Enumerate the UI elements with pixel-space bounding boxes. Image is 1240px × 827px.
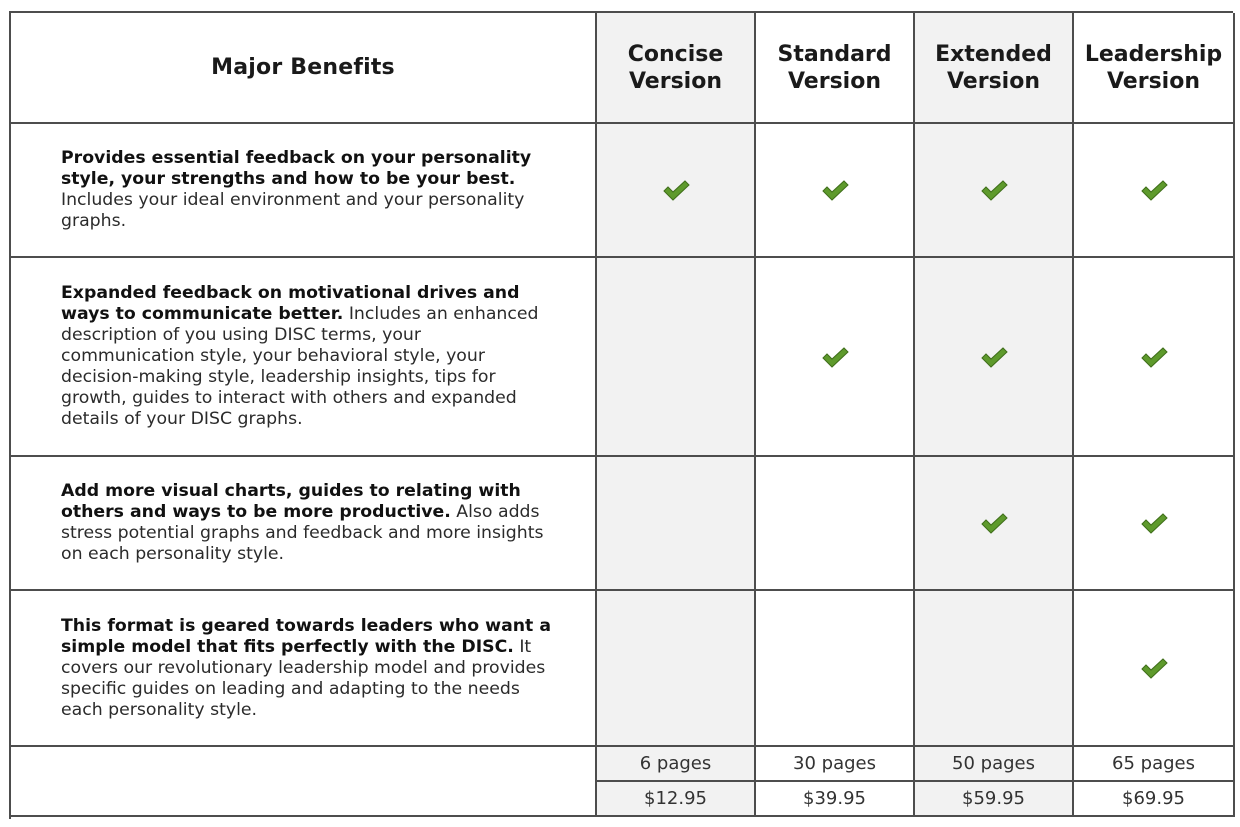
header-line: Concise (627, 41, 724, 67)
check-icon (980, 179, 1008, 201)
benefit-bold: Provides essential feedback on your personality style, your strengths and how to be your best. (61, 148, 532, 189)
check-icon (980, 512, 1008, 534)
check-icon (1140, 657, 1168, 679)
benefit-text: It covers our revolutionary leadership model and provides specific guides on leading and adapting to the needs each personality style. (61, 636, 546, 720)
benefit-text: Includes an enhanced description of you using DISC terms, your communication style, your behavioral style, your decision-making style, leadership insights, tips for growth, guides to interact with others and expanded details of your DISC graphs. (61, 304, 539, 429)
benefit-bold: This format is geared towards leaders who want a simple model that fits perfectly with the DISC. (61, 615, 551, 657)
pages-standard: 30 pages (756, 747, 915, 782)
check-cell (756, 457, 915, 591)
check-icon (1140, 179, 1168, 201)
price-concise: $12.95 (597, 782, 756, 817)
check-cell (756, 258, 915, 457)
benefit-bold: Expanded feedback on motivational drives and ways to communicate better. (61, 283, 520, 324)
check-cell (1074, 258, 1235, 457)
check-cell (597, 258, 756, 457)
benefit-bold: Add more visual charts, guides to relating with others and ways to be more productive. (61, 481, 521, 522)
check-icon (1140, 346, 1168, 368)
benefit-text: Includes your ideal environment and your personality graphs. (61, 190, 525, 231)
benefit-row-3 (11, 457, 597, 591)
header-line: Version (787, 68, 881, 94)
benefit-row-2 (11, 258, 597, 457)
comparison-table (9, 11, 1233, 819)
check-cell (1074, 124, 1235, 258)
check-cell (915, 258, 1074, 457)
header-major-benefits: Major Benefits (11, 13, 597, 124)
price-extended: $59.95 (915, 782, 1074, 817)
check-icon (980, 346, 1008, 368)
benefit-row-1 (11, 124, 597, 258)
header-concise-version (597, 13, 756, 124)
check-icon (1140, 512, 1168, 534)
pages-concise: 6 pages (597, 747, 756, 782)
price-leadership: $69.95 (1074, 782, 1235, 817)
header-line: Version (628, 68, 722, 94)
benefit-row-4 (11, 591, 597, 747)
header-standard-version (756, 13, 915, 124)
header-line: Standard (777, 41, 892, 67)
check-cell (756, 124, 915, 258)
check-icon (821, 179, 849, 201)
check-cell (915, 591, 1074, 747)
pages-leadership: 65 pages (1074, 747, 1235, 782)
check-cell (597, 124, 756, 258)
check-cell (1074, 457, 1235, 591)
check-icon (662, 179, 690, 201)
header-line: Version (1106, 68, 1200, 94)
pages-extended: 50 pages (915, 747, 1074, 782)
price-standard: $39.95 (756, 782, 915, 817)
check-icon (821, 346, 849, 368)
benefit-text: Also adds stress potential graphs and feedback and more insights on each personality style. (61, 502, 544, 564)
header-line: Extended (935, 41, 1052, 67)
check-cell (915, 457, 1074, 591)
header-line: Version (946, 68, 1040, 94)
header-extended-version (915, 13, 1074, 124)
check-cell (597, 591, 756, 747)
header-leadership-version (1074, 13, 1235, 124)
header-line: Leadership (1084, 41, 1223, 67)
check-cell (756, 591, 915, 747)
check-cell (1074, 591, 1235, 747)
check-cell (915, 124, 1074, 258)
check-cell (597, 457, 756, 591)
footer-label-cell (11, 747, 597, 817)
